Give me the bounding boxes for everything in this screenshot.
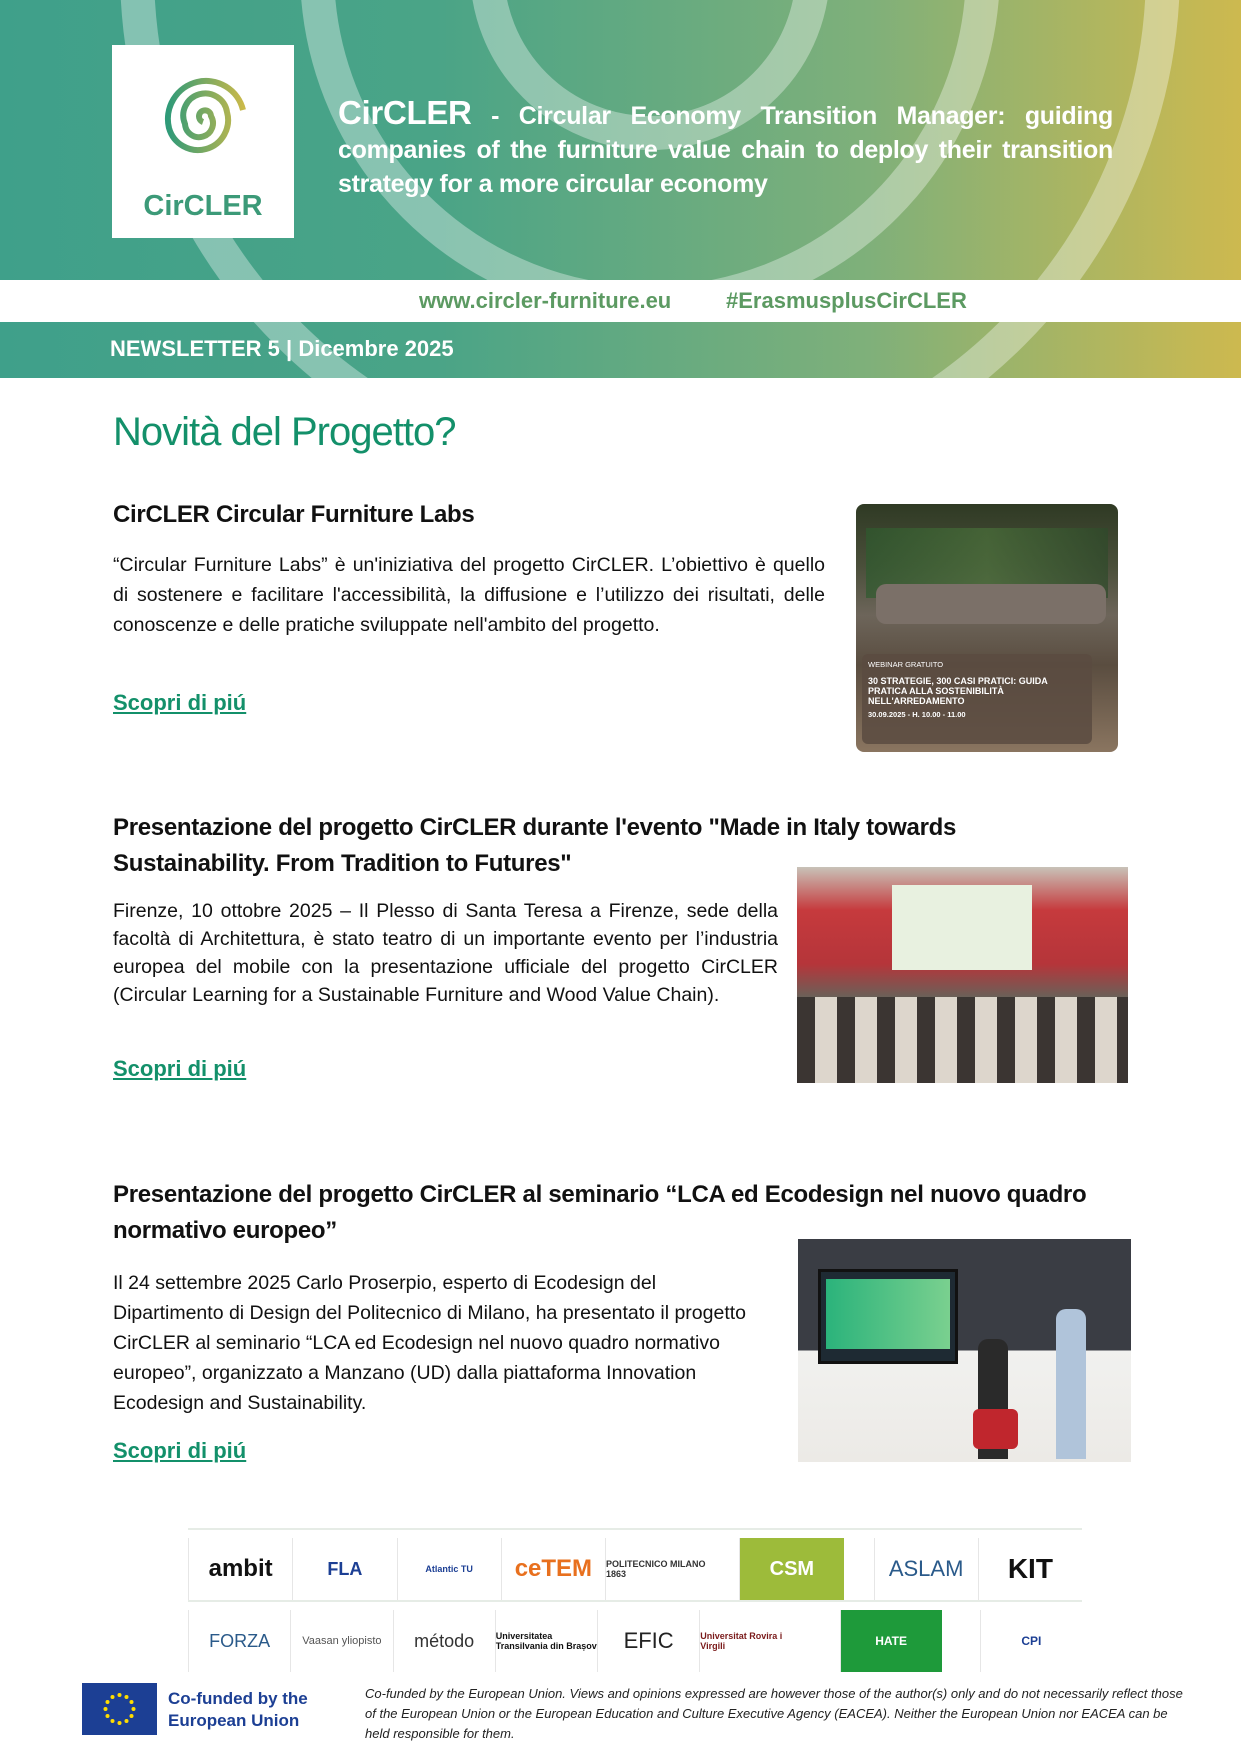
- partner-logo: KIT: [978, 1538, 1082, 1600]
- partner-logo: Vaasan yliopisto: [290, 1610, 392, 1672]
- article-body: “Circular Furniture Labs” è un'iniziativa del progetto CirCLER. L’obiettivo è quello di sostenere e facilitare l'accessibilità, la diffusione e l’utilizzo dei risultati, delle conoscenze e delle pratiche sviluppate nell'ambito del progetto.: [113, 554, 825, 636]
- newsletter-number: NEWSLETTER 5: [110, 336, 280, 361]
- hashtag: #ErasmusplusCirCLER: [726, 288, 967, 313]
- disclaimer: Co-funded by the European Union. Views and opinions expressed are however those of the author(s) only and do not necessarily reflect those of the European Union or the European Education and Culture Executive Agency (EACEA). Neither the European Union nor EACEA can be held responsible for them.: [365, 1686, 1183, 1741]
- article-title: Presentazione del progetto CirCLER al seminario “LCA ed Ecodesign nel nuovo quadro normativo europeo”: [113, 1181, 1087, 1244]
- read-more-link[interactable]: Scopri di piú: [113, 1438, 247, 1463]
- title-sep: -: [471, 102, 519, 130]
- issue-info: [110, 336, 454, 362]
- partner-logo: Universitat Rovira i Virgili: [699, 1610, 801, 1672]
- logo-text: CirCLER: [143, 190, 263, 222]
- partner-logos-row-2: [188, 1600, 1082, 1672]
- poster-date: 30.09.2025 - H. 10.00 - 11.00: [868, 710, 966, 719]
- newsletter-title: [338, 96, 1113, 201]
- website-link[interactable]: www.circler-furniture.eu: [419, 288, 672, 313]
- read-more-link[interactable]: Scopri di piú: [113, 690, 247, 715]
- webinar-poster-image: [856, 504, 1118, 752]
- poster-label: WEBINAR GRATUITO: [868, 660, 944, 669]
- partner-logo: FORZA: [188, 1610, 290, 1672]
- section-heading: Novità del Progetto?: [113, 410, 456, 454]
- links-strip: [0, 280, 1241, 322]
- eu-flag-icon: [82, 1683, 157, 1735]
- issue-separator: |: [286, 336, 293, 361]
- article-title: CirCLER Circular Furniture Labs: [113, 501, 475, 528]
- circler-logo: [112, 45, 294, 238]
- partner-logo: HATE: [840, 1610, 942, 1672]
- issue-date: Dicembre 2025: [298, 336, 454, 361]
- article-body: Il 24 settembre 2025 Carlo Proserpio, esperto di Ecodesign del Dipartimento di Design del Politecnico di Milano, ha presentato il progetto CirCLER al seminario “LCA ed Ecodesign nel nuovo quadro normativo europeo”, organizzato a Manzano (UD) dalla piattaforma Innovation Ecodesign and Sustainability.: [113, 1272, 747, 1414]
- spiral-icon: [150, 67, 256, 177]
- read-more-link[interactable]: Scopri di piú: [113, 1056, 247, 1081]
- partner-logo: Universitatea Transilvania din Brașov: [495, 1610, 597, 1672]
- event-photo-florence: [797, 867, 1128, 1083]
- title-text: Circular Economy Transition Manager: guiding companies of the furniture value chain to deploy their transition strategy for a more circular economy: [338, 102, 1113, 198]
- partner-logo: ambit: [188, 1538, 292, 1600]
- header-banner: [0, 0, 1241, 280]
- partner-logo: CSM: [739, 1538, 843, 1600]
- article-title: Presentazione del progetto CirCLER durante l'evento "Made in Italy towards Sustainability. From Tradition to Futures": [113, 814, 957, 877]
- partner-logo: método: [393, 1610, 495, 1672]
- partner-logo: FLA: [292, 1538, 396, 1600]
- partner-logo: Atlantic TU: [397, 1538, 501, 1600]
- seminar-photo-manzano: [798, 1239, 1131, 1462]
- poster-headline: 30 STRATEGIE, 300 CASI PRATICI: GUIDA PRATICA ALLA SOSTENIBILITÀ NELL'ARREDAMENTO: [868, 676, 1048, 706]
- article-body: Firenze, 10 ottobre 2025 – Il Plesso di Santa Teresa a Firenze, sede della facoltà di Architettura, è stato teatro di un importante evento per l’industria europea del mobile con la presentazione ufficiale del progetto CirCLER (Circular Learning for a Sustainable Furniture and Wood Value Chain).: [113, 900, 778, 1006]
- partner-logo: CPI: [980, 1610, 1082, 1672]
- cofunded-label: Co-funded by the European Union: [168, 1689, 308, 1730]
- partner-logos-row-1: [188, 1528, 1082, 1600]
- partner-logo: EFIC: [597, 1610, 699, 1672]
- title-brand: CirCLER: [338, 94, 472, 131]
- partner-logo: ceTEM: [501, 1538, 605, 1600]
- partner-logo: ASLAM: [874, 1538, 978, 1600]
- partner-logo: POLITECNICO MILANO 1863: [605, 1538, 709, 1600]
